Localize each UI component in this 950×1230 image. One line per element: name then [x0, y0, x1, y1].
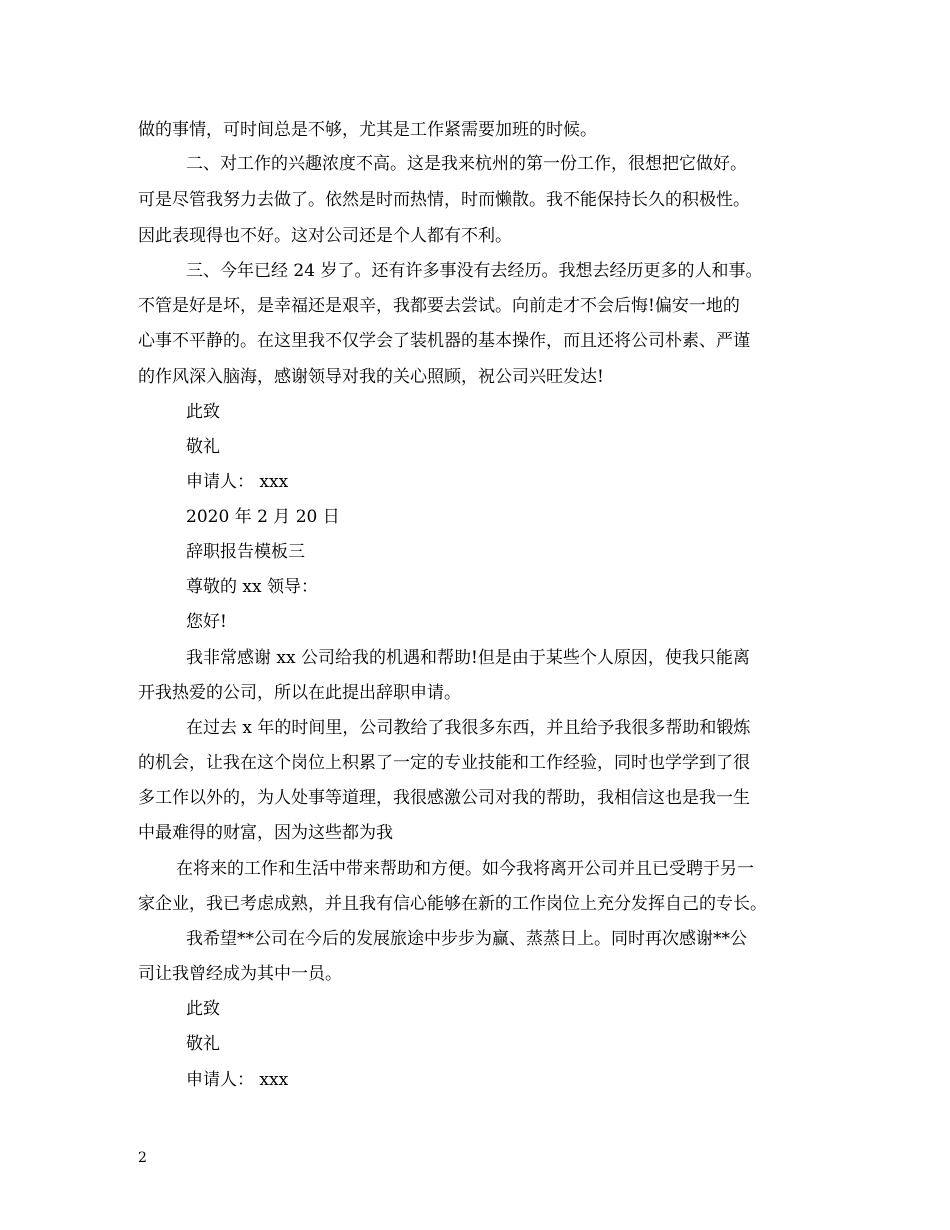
- text-line: 我希望**公司在今后的发展旅途中步步为赢、蒸蒸日上。同时再次感谢**公: [186, 929, 747, 949]
- closing-regards: 敬礼: [186, 1034, 220, 1054]
- text-line: 做的事情，可时间总是不够，尤其是工作紧需要加班的时候。: [138, 120, 597, 140]
- greeting-line: 尊敬的 xx 领导：: [186, 577, 318, 597]
- text-line: 中最难得的财富，因为这些都为我: [138, 823, 393, 843]
- applicant-line: 申请人： xxx: [186, 1070, 289, 1090]
- section-title: 辞职报告模板三: [186, 542, 305, 562]
- text-line: 因此表现得也不好。这对公司还是个人都有不利。: [138, 226, 512, 246]
- page-number: 2: [138, 1150, 147, 1166]
- text-line: 家企业，我已考虑成熟，并且我有信心能够在新的工作岗位上充分发挥自己的专长。: [138, 894, 767, 914]
- closing-salutation: 此致: [186, 402, 220, 422]
- date-line: 2020 年 2 月 20 日: [186, 507, 340, 527]
- text-line: 二、对工作的兴趣浓度不高。这是我来杭州的第一份工作，很想把它做好。: [186, 154, 747, 174]
- text-line: 多工作以外的，为人处事等道理，我很感激公司对我的帮助，我相信这也是我一生: [138, 788, 750, 808]
- text-line: 三、今年已经 24 岁了。还有许多事没有去经历。我想去经历更多的人和事。: [186, 261, 763, 281]
- text-line: 的机会，让我在这个岗位上积累了一定的专业技能和工作经验，同时也学学到了很: [138, 753, 750, 773]
- text-line: 心事不平静的。在这里我不仅学会了装机器的基本操作，而且还将公司朴素、严谨: [138, 331, 750, 351]
- text-line: 司让我曾经成为其中一员。: [138, 964, 342, 984]
- text-line: 开我热爱的公司，所以在此提出辞职申请。: [138, 683, 461, 703]
- closing-salutation: 此致: [186, 999, 220, 1019]
- closing-regards: 敬礼: [186, 437, 220, 457]
- text-line: 在将来的工作和生活中带来帮助和方便。如今我将离开公司并且已受聘于另一: [176, 859, 754, 879]
- text-line: 在过去 x 年的时间里，公司教给了我很多东西，并且给予我很多帮助和锻炼: [186, 718, 751, 738]
- text-line: 可是尽管我努力去做了。依然是时而热情，时而懒散。我不能保持长久的积极性。: [138, 190, 750, 210]
- text-line: 的作风深入脑海，感谢领导对我的关心照顾，祝公司兴旺发达!: [138, 367, 604, 387]
- applicant-line: 申请人： xxx: [186, 472, 289, 492]
- text-line: 不管是好是坏，是幸福还是艰辛，我都要去尝试。向前走才不会后悔!偏安一地的: [138, 296, 740, 316]
- greeting-line: 您好!: [186, 612, 227, 632]
- text-line: 我非常感谢 xx 公司给我的机遇和帮助!但是由于某些个人原因，使我只能离: [186, 648, 750, 668]
